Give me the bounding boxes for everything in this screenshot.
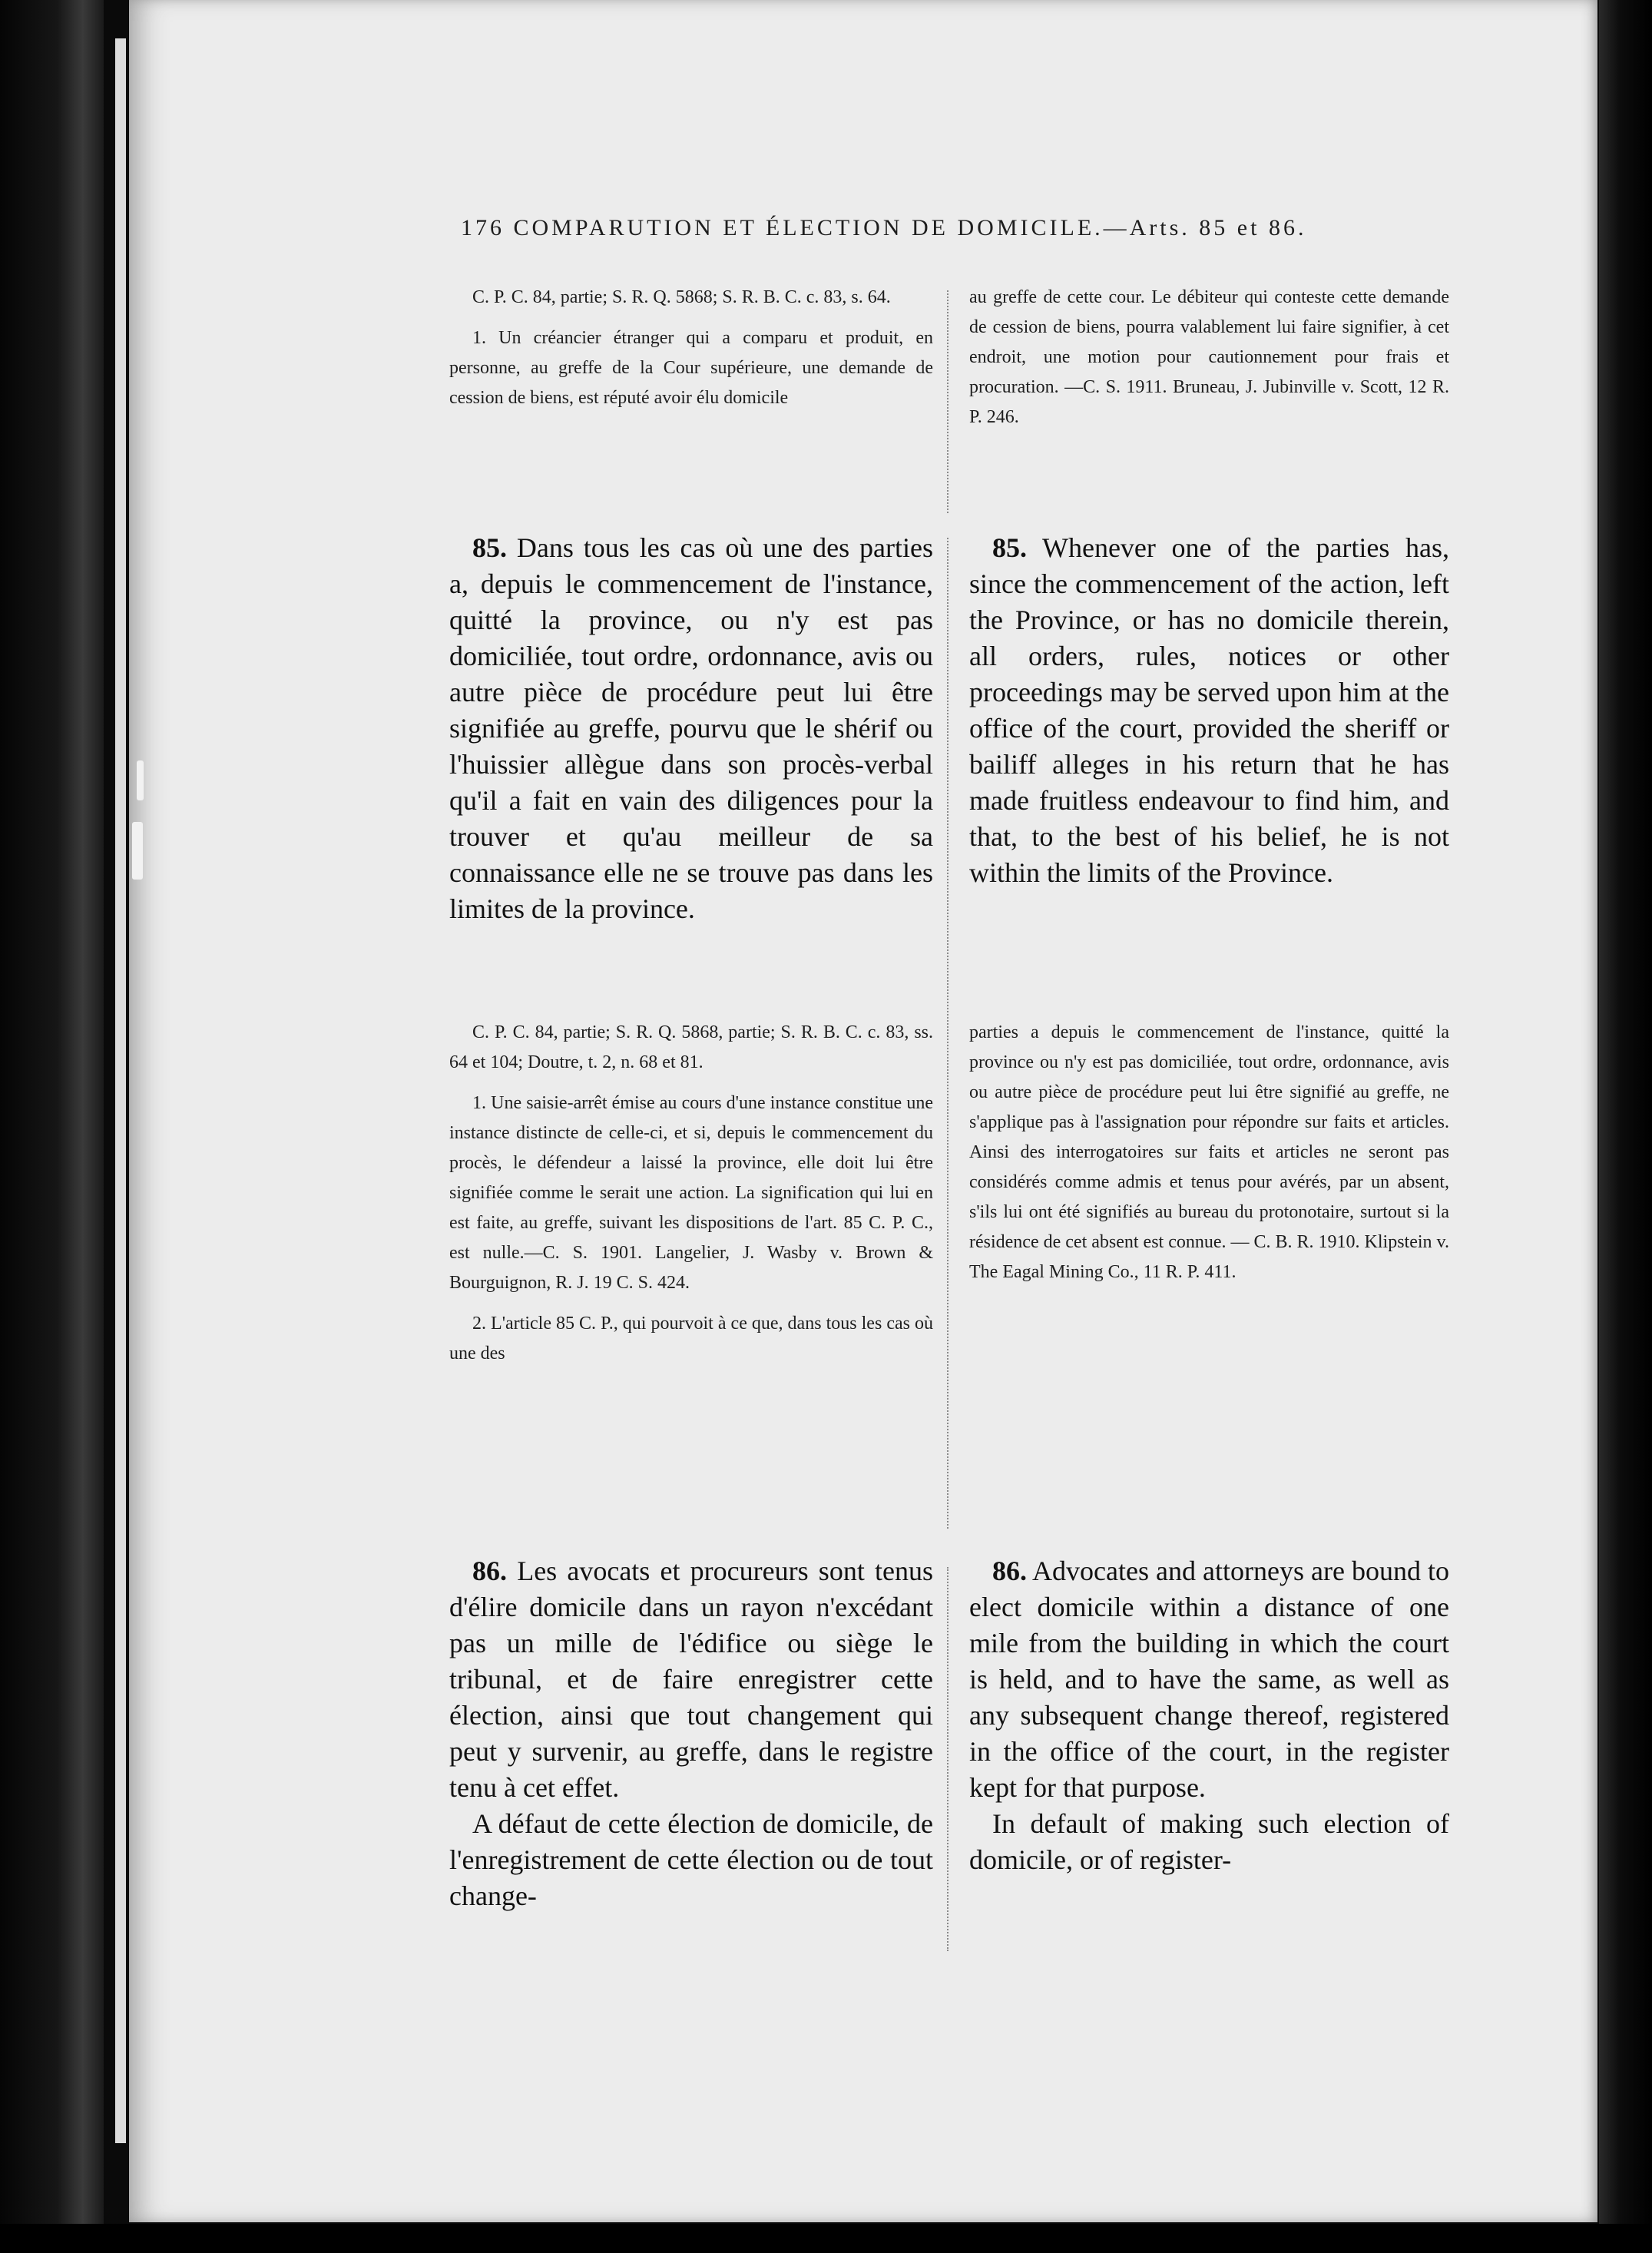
article-85-fr xyxy=(449,530,933,927)
left-article-86 xyxy=(449,1553,933,1914)
scan-border-right xyxy=(1599,0,1652,2253)
article-number: 85. xyxy=(472,532,507,563)
article-text: Les avocats et procureurs sont tenus d'élire domicile dans un rayon n'excédant pas un mille de l'édifice ou siège le tribunal, et de faire enregistrer cette élection, ainsi que tout changement qui peut y survenir, au greffe, dans le registre tenu à cet effet. xyxy=(449,1556,934,1803)
right-column xyxy=(969,283,1449,432)
scan-border-bottom xyxy=(0,2224,1652,2253)
left-article-85 xyxy=(449,530,933,927)
article-86-fr-continued: A défaut de cette élection de domicile, de l'enregistrement de cette élection ou de tout change- xyxy=(449,1808,933,1911)
right-article-86 xyxy=(969,1553,1449,1878)
jurisprudence-note-continued: parties a depuis le commencement de l'instance, quitté la province ou n'y est pas domiciliée, tout ordre, ordonnance, avis ou autre pièce de procédure peut lui être signifié au greffe, ne s'applique pas à l'assignation pour répondre sur faits et articles. Ainsi des interrogatoires sur faits et articles ne seront pas considérés comme admis et tenus pour avérés, par un absent, s'ils lui ont été signifiés au bureau du protonotaire, surtout si la résidence de cet absent est connue. — C. B. R. 1910. Klipstein v. The Eagal Mining Co., 11 R. P. 411. xyxy=(969,1022,1449,1282)
margin-mark xyxy=(132,822,143,880)
jurisprudence-note: 1. Un créancier étranger qui a comparu et produit, en personne, au greffe de la Cour supérieure, une demande de cession de biens, est réputé avoir élu domicile xyxy=(449,328,933,408)
column-divider xyxy=(947,1567,948,1951)
article-86-en xyxy=(969,1553,1449,1806)
article-number: 85. xyxy=(992,532,1027,563)
page-edge xyxy=(115,38,126,2143)
column-divider xyxy=(947,538,948,1529)
right-article-85 xyxy=(969,530,1449,891)
article-text: Dans tous les cas où une des parties a, depuis le commencement de l'instance, quitté la province, ou n'y est pas domiciliée, tout ordre, ordonnance, avis ou autre pièce de procédure peut lui être signifiée au greffe, pourvu que le shérif ou l'huissier allègue dans son procès-verbal qu'il a fait en vain des diligences pour la trouver et qu'au meilleur de sa connaissance elle ne se trouve pas dans les limites de la province. xyxy=(449,532,933,924)
article-86-fr xyxy=(449,1553,933,1806)
jurisprudence-note: 1. Une saisie-arrêt émise au cours d'une instance constitue une instance distincte de celle-ci, et si, depuis le commencement du procès, le défendeur a laissé la province, elle doit lui être signifiée comme le serait une action. La signification qui lui en est faite, au greffe, suivant les dispositions de l'art. 85 C. P. C., est nulle.—C. S. 1901. Langelier, J. Wasby v. Brown & Bourguignon, R. J. 19 C. S. 424. xyxy=(449,1093,933,1293)
scan-border-left xyxy=(0,0,104,2253)
column-divider xyxy=(947,290,948,513)
jurisprudence-note: 2. L'article 85 C. P., qui pourvoit à ce que, dans tous les cas où une des xyxy=(449,1314,933,1363)
left-column xyxy=(449,283,933,413)
article-85-en xyxy=(969,530,1449,891)
left-notes-85 xyxy=(449,1018,933,1369)
article-number: 86. xyxy=(992,1556,1027,1586)
article-text: Advocates and attorneys are bound to elect domicile within a distance of one mile from the building in which the court is held, and to have the same, as well as any subsequent change thereof, registered in the office of the court, in the register kept for that purpose. xyxy=(969,1556,1449,1803)
running-header: 176 COMPARUTION ET ÉLECTION DE DOMICILE.—Arts. 85 et 86. xyxy=(461,215,1307,240)
source-reference: C. P. C. 84, partie; S. R. Q. 5868, partie; S. R. B. C. c. 83, ss. 64 et 104; Doutre, t. 2, n. 68 et 81. xyxy=(449,1022,933,1072)
jurisprudence-note-continued: au greffe de cette cour. Le débiteur qui conteste cette demande de cession de biens, pourra valablement lui faire signifier, à cet endroit, une motion pour cautionnement pour frais et procuration. —C. S. 1911. Bruneau, J. Jubinville v. Scott, 12 R. P. 246. xyxy=(969,287,1449,427)
right-notes-85 xyxy=(969,1018,1449,1287)
source-reference: C. P. C. 84, partie; S. R. Q. 5868; S. R. B. C. c. 83, s. 64. xyxy=(472,287,891,307)
article-text: Whenever one of the parties has, since the commencement of the action, left the Province, or has no domicile therein, all orders, rules, notices or other proceedings may be served upon him at the office of the court, provided the sheriff or bailiff alleges in his return that he has made fruitless endeavour to find him, and that, to the best of his belief, he is not within the limits of the Province. xyxy=(969,532,1449,888)
margin-mark xyxy=(137,760,144,800)
article-number: 86. xyxy=(472,1556,507,1586)
article-86-en-continued: In default of making such election of domicile, or of register- xyxy=(969,1808,1449,1875)
